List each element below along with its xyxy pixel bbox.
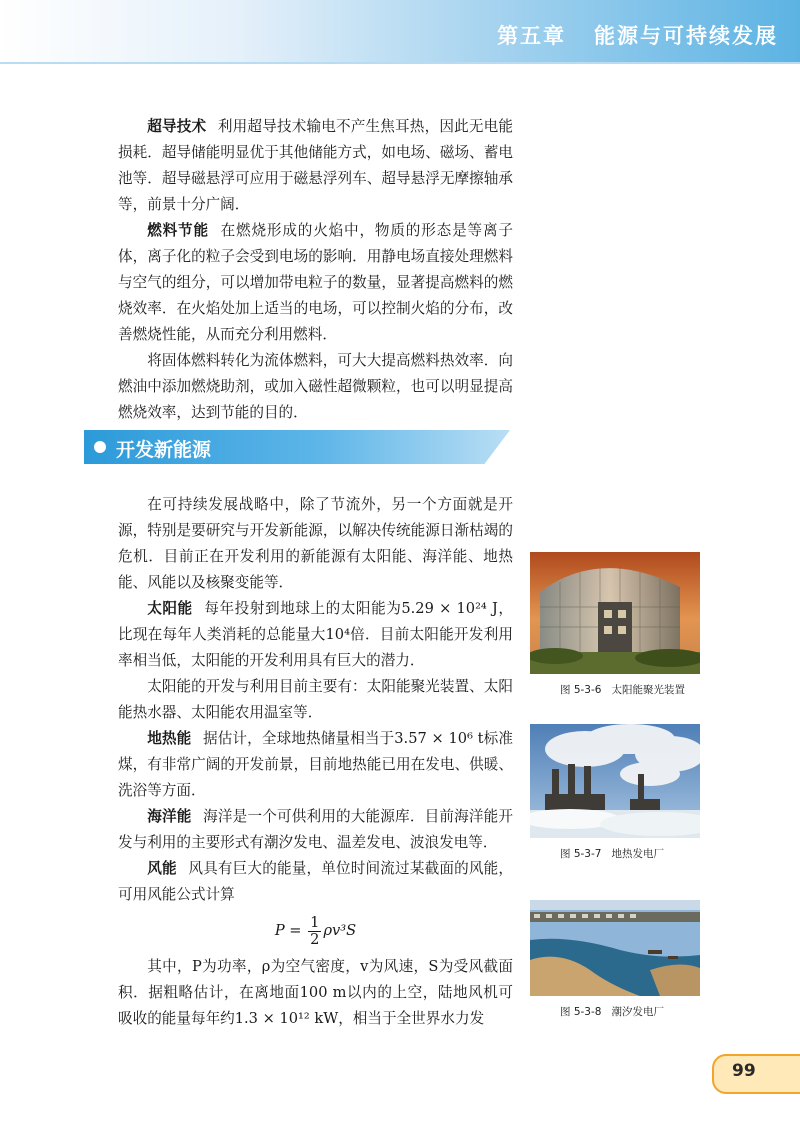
- term-label: 燃料节能: [147, 222, 209, 239]
- formula-lhs: P =: [274, 922, 302, 939]
- figure-solar-concentrator: [530, 552, 700, 697]
- page-number: 99: [732, 1061, 756, 1081]
- paragraph-wind: [118, 856, 513, 908]
- header-divider: [0, 62, 800, 64]
- term-label: 地热能: [147, 730, 192, 747]
- page-number-tab: [712, 1054, 800, 1094]
- figure-geothermal-plant: [530, 724, 700, 861]
- paragraph-solar-uses: [118, 674, 513, 726]
- fraction-denominator: 2: [310, 930, 320, 948]
- paragraph-text: 将固体燃料转化为流体燃料，可大大提高燃料热效率．向燃油中添加燃烧助剂，或加入磁性超微颗粒，也可以明显提高燃烧效率，达到节能的目的．: [118, 352, 513, 421]
- term-label: 太阳能: [147, 600, 193, 617]
- paragraph-text: 风具有巨大的能量，单位时间流过某截面的风能，可用风能公式计算: [118, 860, 513, 903]
- figure-caption: 图 5-3-6 太阳能聚光装置: [560, 684, 685, 696]
- bottom-text-block: [118, 492, 513, 1032]
- solar-concentrator-photo: [530, 552, 700, 674]
- chapter-title: 第五章 能源与可持续发展: [497, 24, 778, 48]
- geothermal-plant-photo: [530, 724, 700, 838]
- formula-rhs: ρv³S: [323, 922, 357, 939]
- top-text-block: [118, 114, 513, 426]
- paragraph-text: 海洋是一个可供利用的大能源库．目前海洋能开发与利用的主要形式有潮汐发电、温差发电、波浪发电等．: [118, 808, 513, 851]
- wind-power-formula: [118, 908, 513, 954]
- paragraph-text: 利用超导技术输电不产生焦耳热，因此无电能损耗．超导储能明显优于其他储能方式，如电场、磁场、蓄电池等．超导磁悬浮可应用于磁悬浮列车、超导悬浮无摩擦轴承等，前景十分广阔．: [118, 118, 513, 213]
- paragraph-solar: [118, 596, 513, 674]
- formula-fraction: [308, 915, 321, 948]
- figure-tidal-plant: [530, 900, 700, 1019]
- term-label: 风能: [147, 860, 177, 877]
- paragraph-text: 据估计，全球地热储量相当于3.57 × 10⁶ t标准煤，有非常广阔的开发前景，目前地热能已用在发电、供暖、洗浴等方面．: [118, 730, 513, 799]
- paragraph-superconduct: [118, 114, 513, 218]
- paragraph-intro: [118, 492, 513, 596]
- section-title: 开发新能源: [116, 439, 212, 461]
- paragraph-ocean: [118, 804, 513, 856]
- bullet-dot-icon: [94, 441, 106, 453]
- paragraph-wind-estimate: [118, 954, 513, 1032]
- paragraph-fuel-saving: [118, 218, 513, 348]
- paragraph-fluid-fuel: [118, 348, 513, 426]
- paragraph-text: 太阳能的开发与利用目前主要有：太阳能聚光装置、太阳能热水器、太阳能农用温室等．: [118, 678, 513, 721]
- paragraph-text: 每年投射到地球上的太阳能为5.29 × 10²⁴ J，比现在每年人类消耗的总能量大10⁴倍．目前太阳能开发利用率相当低，太阳能的开发利用具有巨大的潜力．: [118, 600, 513, 669]
- paragraph-geothermal: [118, 726, 513, 804]
- tidal-plant-photo: [530, 900, 700, 996]
- fraction-numerator: 1: [310, 913, 320, 931]
- term-label: 海洋能: [147, 808, 192, 825]
- paragraph-text: 在燃烧形成的火焰中，物质的形态是等离子体，离子化的粒子会受到电场的影响．用静电场直接处理燃料与空气的组分，可以增加带电粒子的数量，显著提高燃料的燃烧效率．在火焰处加上适当的电场，可以控制火焰的分布，改善燃烧性能，从而充分利用燃料．: [118, 222, 513, 343]
- paragraph-text: 其中，P为功率，ρ为空气密度，v为风速，S为受风截面积．据粗略估计，在离地面100 m以内的上空，陆地风机可吸收的能量每年约1.3 × 10¹² kW，相当于全世界水力发: [118, 958, 513, 1027]
- figure-caption: 图 5-3-8 潮汐发电厂: [560, 1006, 664, 1018]
- term-label: 超导技术: [147, 118, 207, 135]
- paragraph-text: 在可持续发展战略中，除了节流外，另一个方面就是开源，特别是要研究与开发新能源，以解决传统能源日渐枯竭的危机．目前正在开发利用的新能源有太阳能、海洋能、地热能、风能以及核聚变能等．: [118, 496, 513, 591]
- figure-caption: 图 5-3-7 地热发电厂: [560, 848, 664, 860]
